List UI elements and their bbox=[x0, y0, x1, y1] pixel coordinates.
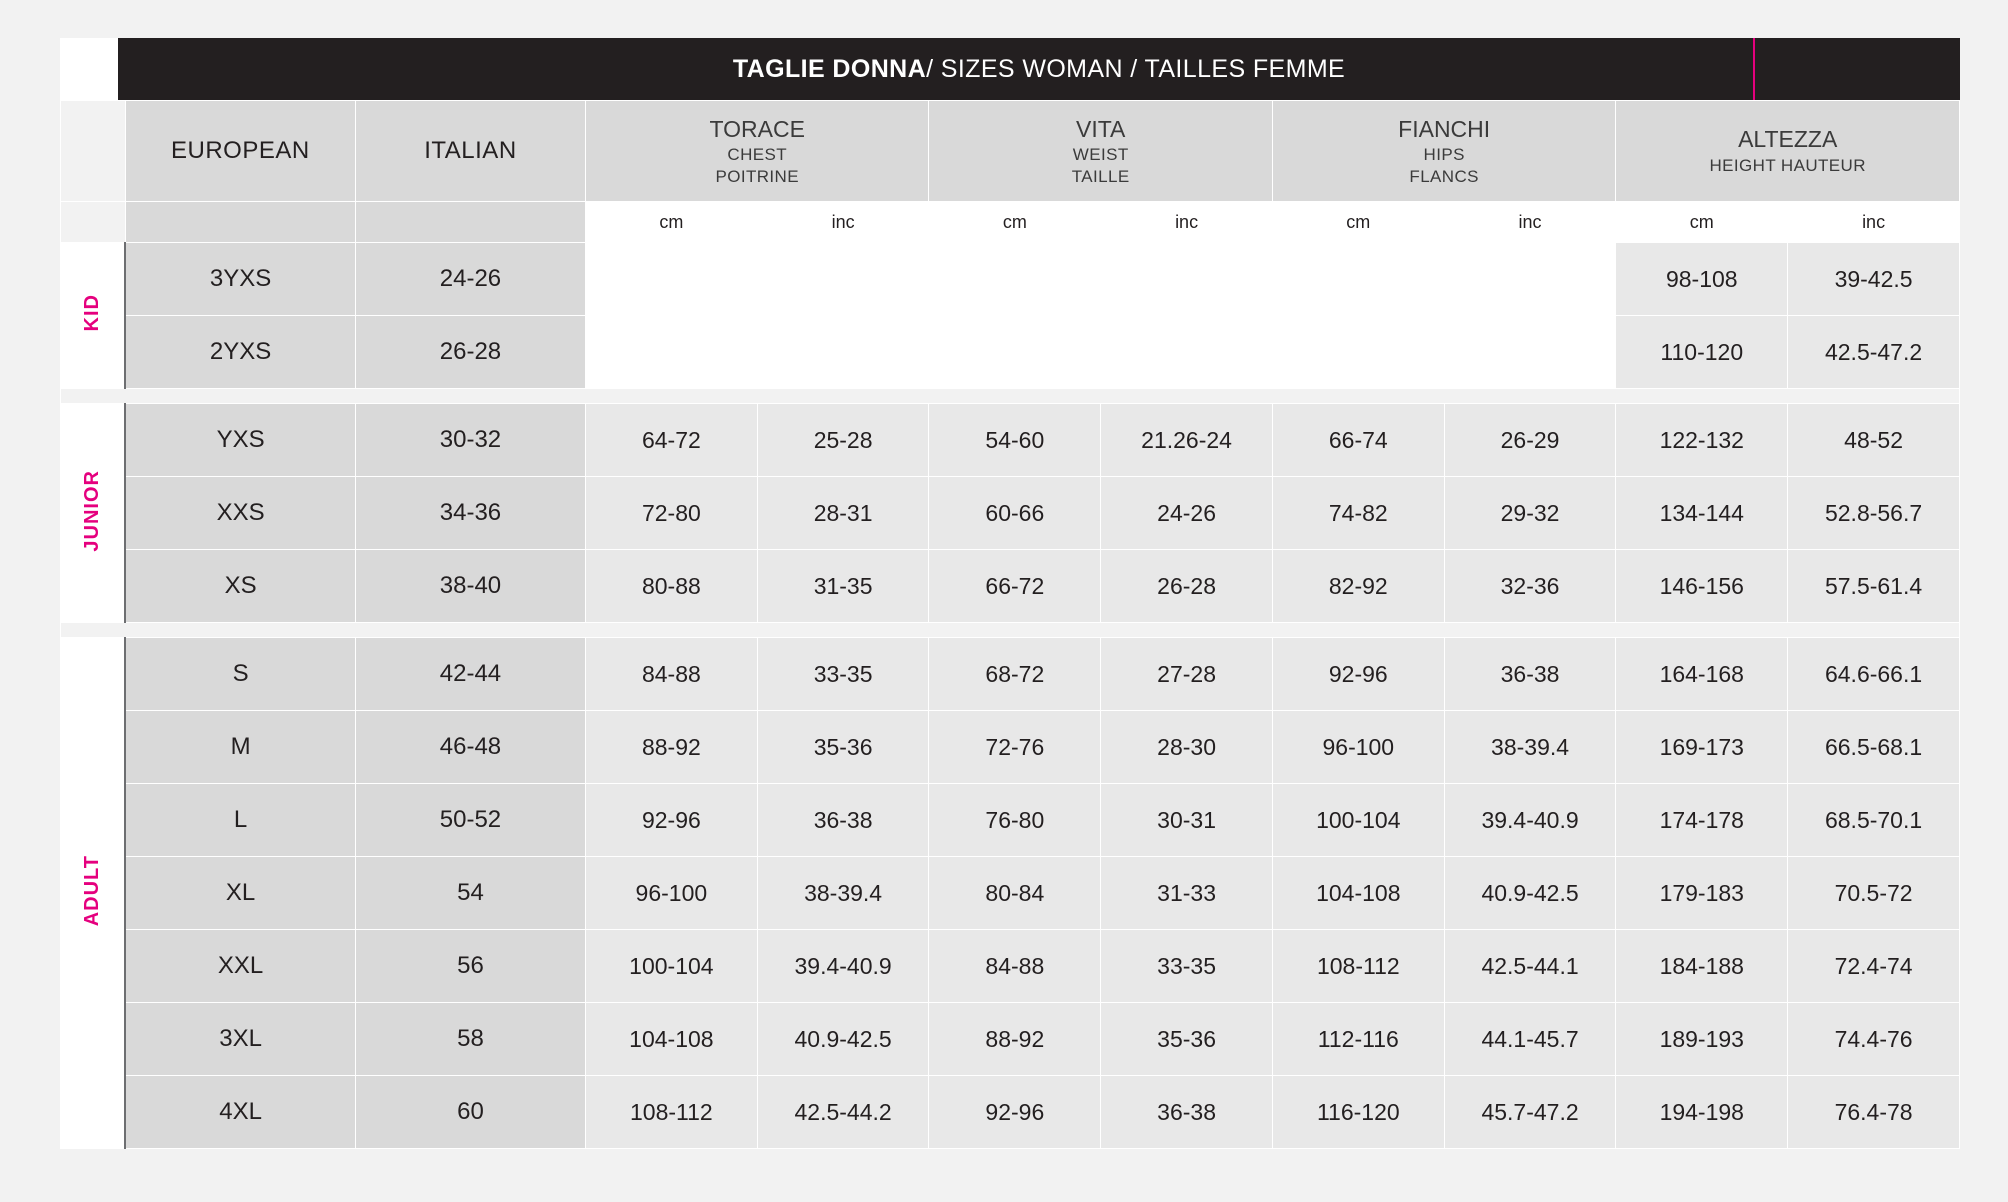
cell-waist-cm: 76-80 bbox=[929, 784, 1101, 857]
cell-height-cm: 110-120 bbox=[1616, 316, 1788, 389]
header-european: EUROPEAN bbox=[125, 101, 355, 202]
group-label-kid-text: KID bbox=[81, 294, 104, 332]
cell-height-inc: 48-52 bbox=[1788, 404, 1960, 477]
header-chest-en: CHEST bbox=[727, 144, 788, 164]
cell-chest-inc: 25-28 bbox=[757, 404, 929, 477]
header-waist bbox=[929, 101, 1272, 202]
cell-height-inc: 76.4-78 bbox=[1788, 1076, 1960, 1149]
size-chart-sheet bbox=[60, 38, 1960, 1149]
cell-hips-cm bbox=[1272, 316, 1444, 389]
cell-hips-cm: 74-82 bbox=[1272, 477, 1444, 550]
unit-hips-inc: inc bbox=[1444, 202, 1616, 243]
header-height-it: ALTEZZA bbox=[1738, 126, 1838, 153]
cell-waist-cm bbox=[929, 316, 1101, 389]
row-european: XS bbox=[125, 550, 355, 623]
row-european: YXS bbox=[125, 404, 355, 477]
header-hips-it: FIANCHI bbox=[1398, 115, 1491, 142]
cell-hips-inc: 40.9-42.5 bbox=[1444, 857, 1616, 930]
unit-chest-cm: cm bbox=[586, 202, 758, 243]
cell-chest-inc: 33-35 bbox=[757, 638, 929, 711]
row-european: 2YXS bbox=[125, 316, 355, 389]
cell-hips-inc bbox=[1444, 316, 1616, 389]
header-height bbox=[1616, 101, 1960, 202]
cell-hips-inc: 44.1-45.7 bbox=[1444, 1003, 1616, 1076]
header-italian: ITALIAN bbox=[355, 101, 585, 202]
row-italian: 54 bbox=[355, 857, 585, 930]
row-european: XL bbox=[125, 857, 355, 930]
group-label-adult bbox=[61, 638, 126, 1149]
cell-chest-inc: 35-36 bbox=[757, 711, 929, 784]
unit-waist-cm: cm bbox=[929, 202, 1101, 243]
cell-waist-cm: 54-60 bbox=[929, 404, 1101, 477]
cell-height-cm: 184-188 bbox=[1616, 930, 1788, 1003]
unit-height-cm: cm bbox=[1616, 202, 1788, 243]
chart-title-bold: TAGLIE DONNA bbox=[732, 54, 927, 83]
row-italian: 46-48 bbox=[355, 711, 585, 784]
header-waist-it: VITA bbox=[1075, 115, 1126, 142]
group-label-junior-text: JUNIOR bbox=[81, 469, 104, 552]
cell-waist-inc: 31-33 bbox=[1101, 857, 1273, 930]
cell-chest-cm: 104-108 bbox=[586, 1003, 758, 1076]
unit-chest-inc: inc bbox=[757, 202, 929, 243]
row-european: XXS bbox=[125, 477, 355, 550]
cell-chest-inc bbox=[757, 243, 929, 316]
units-corner bbox=[61, 202, 126, 243]
group-label-kid bbox=[61, 243, 126, 389]
header-chest-fr: POITRINE bbox=[715, 166, 799, 186]
cell-waist-inc bbox=[1101, 243, 1273, 316]
cell-height-cm: 98-108 bbox=[1616, 243, 1788, 316]
cell-hips-cm: 66-74 bbox=[1272, 404, 1444, 477]
cell-hips-inc: 42.5-44.1 bbox=[1444, 930, 1616, 1003]
row-italian: 24-26 bbox=[355, 243, 585, 316]
cell-height-inc: 52.8-56.7 bbox=[1788, 477, 1960, 550]
unit-hips-cm: cm bbox=[1272, 202, 1444, 243]
cell-hips-cm: 112-116 bbox=[1272, 1003, 1444, 1076]
group-spacer bbox=[61, 623, 1960, 638]
size-table bbox=[60, 100, 1960, 1149]
header-row-units bbox=[61, 202, 1960, 243]
cell-waist-inc bbox=[1101, 316, 1273, 389]
header-corner bbox=[61, 101, 126, 202]
cell-hips-inc: 39.4-40.9 bbox=[1444, 784, 1616, 857]
units-european-blank bbox=[125, 202, 355, 243]
header-hips-en: HIPS bbox=[1423, 144, 1465, 164]
cell-chest-cm: 72-80 bbox=[586, 477, 758, 550]
cell-chest-inc: 36-38 bbox=[757, 784, 929, 857]
cell-chest-cm bbox=[586, 316, 758, 389]
cell-hips-inc: 45.7-47.2 bbox=[1444, 1076, 1616, 1149]
cell-waist-inc: 27-28 bbox=[1101, 638, 1273, 711]
cell-chest-cm: 80-88 bbox=[586, 550, 758, 623]
row-italian: 56 bbox=[355, 930, 585, 1003]
cell-chest-inc: 42.5-44.2 bbox=[757, 1076, 929, 1149]
table-row bbox=[61, 638, 1960, 711]
cell-waist-cm: 66-72 bbox=[929, 550, 1101, 623]
row-italian: 26-28 bbox=[355, 316, 585, 389]
cell-chest-cm: 84-88 bbox=[586, 638, 758, 711]
cell-height-cm: 174-178 bbox=[1616, 784, 1788, 857]
cell-waist-cm: 68-72 bbox=[929, 638, 1101, 711]
row-italian: 38-40 bbox=[355, 550, 585, 623]
row-european: 3YXS bbox=[125, 243, 355, 316]
cell-hips-inc: 38-39.4 bbox=[1444, 711, 1616, 784]
table-row bbox=[61, 857, 1960, 930]
table-row bbox=[61, 784, 1960, 857]
table-row bbox=[61, 550, 1960, 623]
cell-waist-inc: 33-35 bbox=[1101, 930, 1273, 1003]
cell-chest-inc: 31-35 bbox=[757, 550, 929, 623]
table-row bbox=[61, 316, 1960, 389]
row-italian: 50-52 bbox=[355, 784, 585, 857]
cell-waist-cm: 88-92 bbox=[929, 1003, 1101, 1076]
header-chest-it: TORACE bbox=[709, 115, 805, 142]
cell-height-inc: 42.5-47.2 bbox=[1788, 316, 1960, 389]
cell-height-inc: 72.4-74 bbox=[1788, 930, 1960, 1003]
header-waist-en: WEIST bbox=[1072, 144, 1129, 164]
units-italian-blank bbox=[355, 202, 585, 243]
table-row bbox=[61, 1076, 1960, 1149]
cell-waist-inc: 35-36 bbox=[1101, 1003, 1273, 1076]
cell-height-inc: 64.6-66.1 bbox=[1788, 638, 1960, 711]
row-european: L bbox=[125, 784, 355, 857]
cell-waist-inc: 21.26-24 bbox=[1101, 404, 1273, 477]
group-label-adult-text: ADULT bbox=[81, 854, 104, 927]
cell-height-inc: 68.5-70.1 bbox=[1788, 784, 1960, 857]
cell-hips-inc bbox=[1444, 243, 1616, 316]
cell-waist-cm: 60-66 bbox=[929, 477, 1101, 550]
cell-height-cm: 169-173 bbox=[1616, 711, 1788, 784]
table-row bbox=[61, 930, 1960, 1003]
cell-height-cm: 194-198 bbox=[1616, 1076, 1788, 1149]
header-row-main bbox=[61, 101, 1960, 202]
cell-hips-cm: 108-112 bbox=[1272, 930, 1444, 1003]
cell-height-inc: 74.4-76 bbox=[1788, 1003, 1960, 1076]
cell-chest-inc: 39.4-40.9 bbox=[757, 930, 929, 1003]
cell-height-cm: 164-168 bbox=[1616, 638, 1788, 711]
cell-hips-cm: 116-120 bbox=[1272, 1076, 1444, 1149]
row-european: M bbox=[125, 711, 355, 784]
table-row bbox=[61, 404, 1960, 477]
header-chest bbox=[586, 101, 929, 202]
cell-height-inc: 70.5-72 bbox=[1788, 857, 1960, 930]
cell-chest-inc: 40.9-42.5 bbox=[757, 1003, 929, 1076]
header-hips bbox=[1272, 101, 1615, 202]
row-italian: 60 bbox=[355, 1076, 585, 1149]
cell-waist-inc: 26-28 bbox=[1101, 550, 1273, 623]
table-row bbox=[61, 1003, 1960, 1076]
cell-hips-inc: 32-36 bbox=[1444, 550, 1616, 623]
table-row bbox=[61, 243, 1960, 316]
cell-chest-inc bbox=[757, 316, 929, 389]
cell-chest-cm: 64-72 bbox=[586, 404, 758, 477]
row-italian: 30-32 bbox=[355, 404, 585, 477]
header-height-en: HEIGHT HAUTEUR bbox=[1709, 155, 1866, 175]
cell-chest-cm: 100-104 bbox=[586, 930, 758, 1003]
chart-title-light: / SIZES WOMAN / TAILLES FEMME bbox=[926, 54, 1346, 83]
cell-hips-cm: 100-104 bbox=[1272, 784, 1444, 857]
row-italian: 34-36 bbox=[355, 477, 585, 550]
cell-height-cm: 134-144 bbox=[1616, 477, 1788, 550]
cell-height-cm: 146-156 bbox=[1616, 550, 1788, 623]
cell-waist-inc: 36-38 bbox=[1101, 1076, 1273, 1149]
cell-chest-cm: 88-92 bbox=[586, 711, 758, 784]
cell-height-inc: 66.5-68.1 bbox=[1788, 711, 1960, 784]
cell-hips-inc: 26-29 bbox=[1444, 404, 1616, 477]
row-italian: 42-44 bbox=[355, 638, 585, 711]
cell-waist-cm: 80-84 bbox=[929, 857, 1101, 930]
row-italian: 58 bbox=[355, 1003, 585, 1076]
cell-height-inc: 39-42.5 bbox=[1788, 243, 1960, 316]
header-waist-fr: TAILLE bbox=[1071, 166, 1130, 186]
group-label-junior bbox=[61, 404, 126, 623]
row-european: 4XL bbox=[125, 1076, 355, 1149]
cell-waist-cm: 92-96 bbox=[929, 1076, 1101, 1149]
cell-waist-inc: 28-30 bbox=[1101, 711, 1273, 784]
cell-waist-cm: 84-88 bbox=[929, 930, 1101, 1003]
cell-hips-cm bbox=[1272, 243, 1444, 316]
chart-title-bar bbox=[118, 38, 1960, 100]
cell-hips-cm: 104-108 bbox=[1272, 857, 1444, 930]
cell-hips-cm: 96-100 bbox=[1272, 711, 1444, 784]
cell-waist-cm bbox=[929, 243, 1101, 316]
cell-chest-cm bbox=[586, 243, 758, 316]
cell-chest-cm: 92-96 bbox=[586, 784, 758, 857]
header-hips-fr: FLANCS bbox=[1409, 166, 1479, 186]
table-row bbox=[61, 477, 1960, 550]
cell-hips-inc: 29-32 bbox=[1444, 477, 1616, 550]
cell-height-cm: 189-193 bbox=[1616, 1003, 1788, 1076]
cell-waist-cm: 72-76 bbox=[929, 711, 1101, 784]
title-divider bbox=[1753, 38, 1755, 100]
cell-hips-cm: 92-96 bbox=[1272, 638, 1444, 711]
row-european: XXL bbox=[125, 930, 355, 1003]
cell-height-cm: 122-132 bbox=[1616, 404, 1788, 477]
cell-chest-cm: 96-100 bbox=[586, 857, 758, 930]
cell-hips-cm: 82-92 bbox=[1272, 550, 1444, 623]
table-row bbox=[61, 711, 1960, 784]
cell-hips-inc: 36-38 bbox=[1444, 638, 1616, 711]
cell-height-inc: 57.5-61.4 bbox=[1788, 550, 1960, 623]
unit-height-inc: inc bbox=[1788, 202, 1960, 243]
unit-waist-inc: inc bbox=[1101, 202, 1273, 243]
cell-height-cm: 179-183 bbox=[1616, 857, 1788, 930]
row-european: S bbox=[125, 638, 355, 711]
cell-chest-cm: 108-112 bbox=[586, 1076, 758, 1149]
cell-chest-inc: 28-31 bbox=[757, 477, 929, 550]
group-spacer bbox=[61, 389, 1960, 404]
cell-waist-inc: 30-31 bbox=[1101, 784, 1273, 857]
row-european: 3XL bbox=[125, 1003, 355, 1076]
cell-chest-inc: 38-39.4 bbox=[757, 857, 929, 930]
cell-waist-inc: 24-26 bbox=[1101, 477, 1273, 550]
